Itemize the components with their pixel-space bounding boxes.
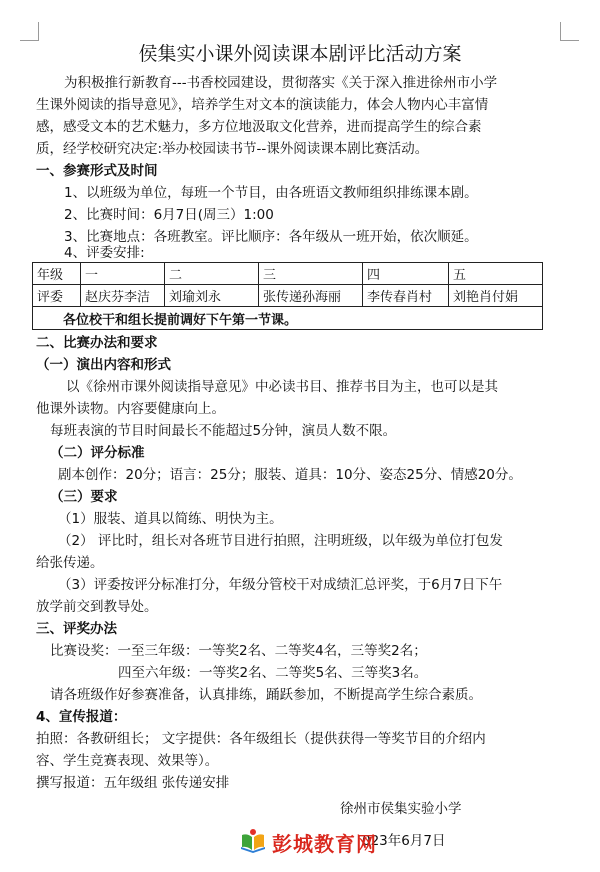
section2-sub1-heading: （一）演出内容和形式 bbox=[36, 357, 171, 373]
table-cell: 四 bbox=[363, 263, 449, 285]
table-cell: 一 bbox=[81, 263, 165, 285]
judges-table-note: 各位校干和组长提前调好下午第一节课。 bbox=[33, 307, 543, 330]
publicity-line-3: 撰写报道：五年级组 张传递安排 bbox=[36, 775, 230, 791]
judges-table bbox=[32, 262, 543, 330]
book-icon bbox=[238, 827, 268, 857]
table-cell: 李传春肖村 bbox=[363, 285, 449, 307]
publicity-line-1: 拍照：各教研组长； 文字提供：各年级组长（提供获得一等奖节目的介绍内 bbox=[36, 731, 486, 747]
section1-item-1: 1、以班级为单位，每班一个节目，由各班语文教师组织排练课本剧。 bbox=[64, 185, 478, 201]
judges-table-row bbox=[33, 285, 543, 307]
judges-table-header-row bbox=[33, 263, 543, 285]
table-cell: 年级 bbox=[33, 263, 81, 285]
awards-line-3: 请各班级作好参赛准备，认真排练，踊跃参加，不断提高学生综合素质。 bbox=[50, 687, 482, 703]
awards-line-2: 四至六年级：一等奖2名、二等奖5名、三等奖3名。 bbox=[118, 665, 428, 681]
section1-heading: 一、参赛形式及时间 bbox=[36, 163, 158, 179]
table-cell: 张传递孙海丽 bbox=[259, 285, 363, 307]
requirement-1: （1）服装、道具以简练、明快为主。 bbox=[58, 511, 283, 527]
table-cell: 三 bbox=[259, 263, 363, 285]
requirement-3: （3）评委按评分标准打分，年级分管校干对成绩汇总评奖，于6月7日下午 bbox=[58, 577, 503, 593]
judges-table-note-row bbox=[33, 307, 543, 330]
requirement-2: （2） 评比时，组长对各班节目进行拍照，注明班级，以年级为单位打包发 bbox=[58, 533, 503, 549]
table-cell: 赵庆芬李洁 bbox=[81, 285, 165, 307]
table-cell: 二 bbox=[165, 263, 259, 285]
section2-heading: 二、比赛办法和要求 bbox=[36, 335, 158, 351]
table-cell: 五 bbox=[449, 263, 543, 285]
table-cell: 评委 bbox=[33, 285, 81, 307]
watermark-logo bbox=[238, 826, 377, 858]
intro-line-4: 质，经学校研究决定:举办校园读书节--课外阅读课本剧比赛活动。 bbox=[36, 141, 429, 157]
document-title: 侯集实小课外阅读课本剧评比活动方案 bbox=[138, 43, 462, 65]
intro-line-2: 生课外阅读的指导意见》，培养学生对文本的演读能力，体会人物内心丰富情 bbox=[36, 97, 489, 113]
signature-date: 023年6月7日 bbox=[362, 833, 446, 849]
section2-sub2-heading: （二）评分标准 bbox=[50, 445, 145, 461]
section4-heading: 4、宣传报道： bbox=[36, 709, 127, 725]
table-cell: 刘瑜刘永 bbox=[165, 285, 259, 307]
section2-sub3-heading: （三）要求 bbox=[50, 489, 118, 505]
awards-line-1: 比赛设奖：一至三年级：一等奖2名、二等奖4名，三等奖2名； bbox=[50, 643, 427, 659]
sub1-line-3: 每班表演的节目时间最长不能超过5分钟，演员人数不限。 bbox=[50, 423, 397, 439]
section3-heading: 三、评奖办法 bbox=[36, 621, 117, 637]
section1-item-4: 4、评委安排: bbox=[64, 245, 145, 261]
watermark-text: 彭城教育网 bbox=[272, 831, 377, 856]
sub1-line-2: 他课外读物。内容要健康向上。 bbox=[36, 401, 225, 417]
intro-line-3: 感，感受文本的艺术魅力，多方位地汲取文化营养，进而提高学生的综合素 bbox=[36, 119, 482, 135]
table-cell: 刘艳肖付娟 bbox=[449, 285, 543, 307]
section1-item-3: 3、比赛地点：各班教室。评比顺序：各年级从一班开始，依次顺延。 bbox=[64, 229, 478, 245]
requirement-2-cont: 给张传递。 bbox=[36, 555, 104, 571]
intro-line-1: 为积极推行新教育---书香校园建设，贯彻落实《关于深入推进徐州市小学 bbox=[64, 75, 498, 91]
signature-school: 徐州市侯集实验小学 bbox=[340, 801, 462, 817]
page-corner-mark-right bbox=[560, 22, 579, 41]
publicity-line-2: 容、学生竞赛表现、效果等）。 bbox=[36, 753, 219, 769]
requirement-3-cont: 放学前交到教导处。 bbox=[36, 599, 158, 615]
sub1-line-1: 以《徐州市课外阅读指导意见》中必读书目、推荐书目为主，也可以是其 bbox=[66, 379, 498, 395]
scoring-criteria: 剧本创作：20分；语言：25分；服装、道具：10分、姿态25分、情感20分。 bbox=[58, 467, 522, 483]
section1-item-2: 2、比赛时间：6月7日(周三）1:00 bbox=[64, 207, 274, 223]
page-corner-mark-left bbox=[20, 22, 39, 41]
